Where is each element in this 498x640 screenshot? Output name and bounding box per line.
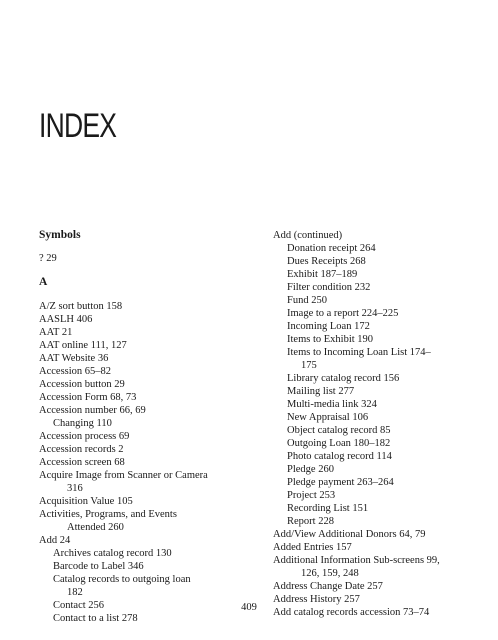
index-entry: Added Entries 157 — [273, 542, 352, 553]
index-subentry: Project 253 — [287, 490, 336, 501]
index-subentry: Contact to a list 278 — [53, 613, 138, 624]
index-entry: Accession screen 68 — [39, 457, 125, 468]
index-subentry: Pledge 260 — [287, 464, 334, 475]
index-entry: Accession Form 68, 73 — [39, 392, 137, 403]
index-entry-continuation: 126, 159, 248 — [301, 568, 359, 579]
index-entry: Activities, Programs, and Events — [39, 509, 177, 520]
index-subentry: Mailing list 277 — [287, 386, 355, 397]
index-entry: Accession number 66, 69 — [39, 405, 146, 416]
index-subentry: Archives catalog record 130 — [53, 548, 172, 559]
index-entry: A/Z sort button 158 — [39, 301, 123, 312]
index-entry: Accession button 29 — [39, 379, 125, 390]
index-subentry: Filter condition 232 — [287, 282, 371, 293]
index-subentry: New Appraisal 106 — [287, 412, 369, 423]
section-heading-a: A — [39, 276, 48, 288]
index-subentry: Photo catalog record 114 — [287, 451, 392, 462]
index-entry: ? 29 — [39, 253, 57, 264]
index-entry-continuation: Attended 260 — [67, 522, 124, 533]
index-entry: AAT 21 — [39, 327, 73, 338]
index-entry: AAT online 111, 127 — [39, 340, 127, 351]
section-heading-symbols: Symbols — [39, 229, 81, 241]
index-entry: Accession records 2 — [39, 444, 124, 455]
index-subentry: Items to Exhibit 190 — [287, 334, 374, 345]
index-subentry: Barcode to Label 346 — [53, 561, 144, 572]
index-entry: AASLH 406 — [39, 314, 93, 325]
index-entry: Additional Information Sub-screens 99, — [273, 555, 440, 566]
page-title: INDEX — [39, 107, 117, 145]
index-subentry: Donation receipt 264 — [287, 243, 376, 254]
index-column-right — [273, 229, 473, 619]
page-number: 409 — [241, 602, 257, 613]
index-entry: Add 24 — [39, 535, 71, 546]
index-subentry: Items to Incoming Loan List 174– — [287, 347, 431, 358]
index-entry: Address History 257 — [273, 594, 360, 605]
index-entry: Accession process 69 — [39, 431, 130, 442]
index-entry-continuation: 182 — [67, 587, 83, 598]
index-subentry: Library catalog record 156 — [287, 373, 400, 384]
index-subentry: Pledge payment 263–264 — [287, 477, 394, 488]
index-subentry: Recording List 151 — [287, 503, 369, 514]
index-subentry: Multi-media link 324 — [287, 399, 377, 410]
index-column-left — [39, 228, 244, 625]
index-subentry: Outgoing Loan 180–182 — [287, 438, 391, 449]
index-entry: AAT Website 36 — [39, 353, 109, 364]
index-subentry: Fund 250 — [287, 295, 327, 306]
index-entry: Add catalog records accession 73–74 — [273, 607, 430, 618]
index-subentry: Changing 110 — [53, 418, 112, 429]
index-entry: Acquisition Value 105 — [39, 496, 133, 507]
index-subentry: Image to a report 224–225 — [287, 308, 399, 319]
index-subentry: Report 228 — [287, 516, 334, 527]
index-entry: Acquire Image from Scanner or Camera — [39, 470, 208, 481]
index-entry: Accession 65–82 — [39, 366, 112, 377]
index-entry-continuation: 316 — [67, 483, 83, 494]
index-entry: Address Change Date 257 — [273, 581, 383, 592]
index-entry: Add (continued) — [273, 230, 343, 241]
index-entry-continuation: 175 — [301, 360, 317, 371]
index-entry: Add/View Additional Donors 64, 79 — [273, 529, 426, 540]
index-subentry: Object catalog record 85 — [287, 425, 391, 436]
index-subentry: Dues Receipts 268 — [287, 256, 366, 267]
index-subentry: Exhibit 187–189 — [287, 269, 358, 280]
index-subentry: Contact 256 — [53, 600, 105, 611]
index-subentry: Catalog records to outgoing loan — [53, 574, 191, 585]
index-subentry: Incoming Loan 172 — [287, 321, 370, 332]
